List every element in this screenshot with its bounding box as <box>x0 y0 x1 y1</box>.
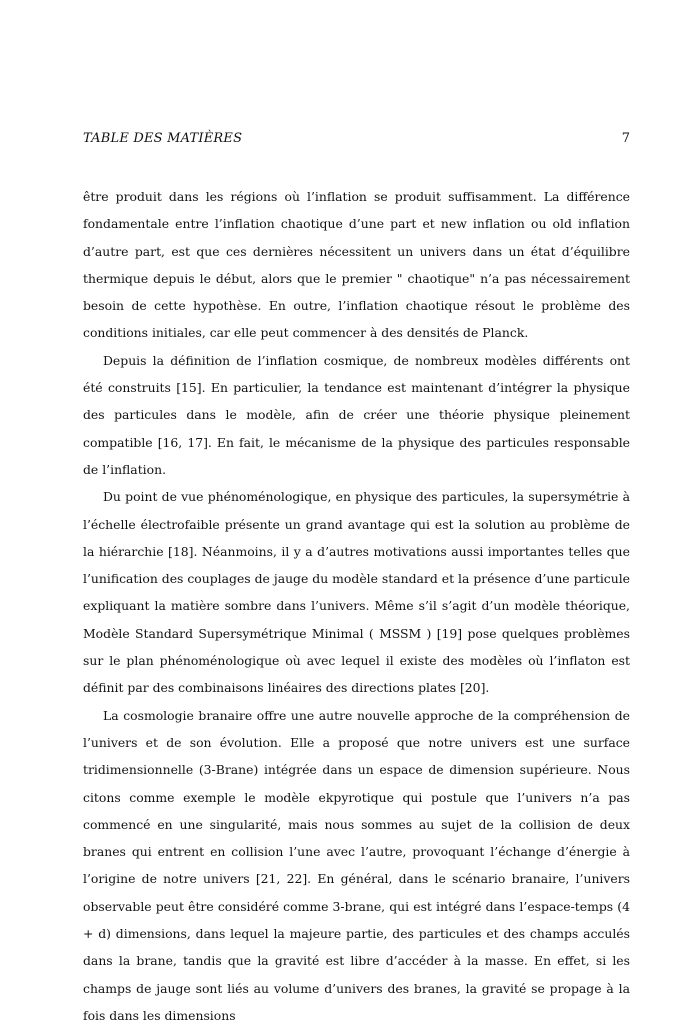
paragraph-continued: être produit dans les régions où l’inflation se produit suffisamment. La différence fondamentale entre l’inflation chaotique d’une part et new inflation ou old inflation d’autre part, est que ces dernières nécessitent un univers dans un état d’équilibre thermique depuis le début, alors que le premier " chaotique" n’a pas nécessairement besoin de cette hypothèse. En outre, l’inflation chaotique résout le problème des conditions initiales, car elle peut commencer à des densités de Planck. <box>83 189 630 341</box>
running-title: TABLE DES MATIÈRES <box>83 131 243 146</box>
paragraph-inflation-models: Depuis la définition de l’inflation cosmique, de nombreux modèles différents ont été construits [15]. En particulier, la tendance est maintenant d’intégrer la physique des particules dans le modèle, afin de créer une théorie physique pleinement compatible [16, 17]. En fait, le mécanisme de la physique des particules responsable de l’inflation. <box>83 352 630 477</box>
page-number: 7 <box>621 131 630 146</box>
body-text <box>83 183 630 1029</box>
paragraph-supersymmetry: Du point de vue phénoménologique, en physique des particules, la supersymétrie à l’échelle électrofaible présente un grand avantage qui est la solution au problème de la hiérarchie [18]. Néanmoins, il y a d’autres motivations aussi importantes telles que l’unification des couplages de jauge du modèle standard et la présence d’une particule expliquant la matière sombre dans l’univers. Même s’il s’agit d’un modèle théorique, Modèle Standard Supersymétrique Minimal ( MSSM ) [19] pose quelques problèmes sur le plan phénoménologique où avec lequel il existe des modèles où l’inflaton est définit par des combinaisons linéaires des directions plates [20]. <box>83 489 630 696</box>
paragraph-brane-cosmology: La cosmologie branaire offre une autre nouvelle approche de la compréhension de l’univers et de son évolution. Elle a proposé que notre univers est une surface tridimensionnelle (3-Brane) intégrée dans un espace de dimension supérieure. Nous citons comme exemple le modèle ekpyrotique qui postule que l’univers n’a pas commencé en une singularité, mais nous sommes au sujet de la collision de deux branes qui entrent en collision l’une avec l’autre, provoquant l’échange d’énergie à l’origine de notre univers [21, 22]. En général, dans le scénario branaire, l’univers observable peut être considéré comme 3-brane, qui est intégré dans l’espace-temps (4 + d) dimensions, dans lequel la majeure partie, des particules et des champs acculés dans la brane, tandis que la gravité est libre d’accéder à la masse. En effet, si les champs de jauge sont liés au volume d’univers des branes, la gravité se propage à la fois dans les dimensions <box>83 707 630 1023</box>
page-header <box>83 131 630 155</box>
